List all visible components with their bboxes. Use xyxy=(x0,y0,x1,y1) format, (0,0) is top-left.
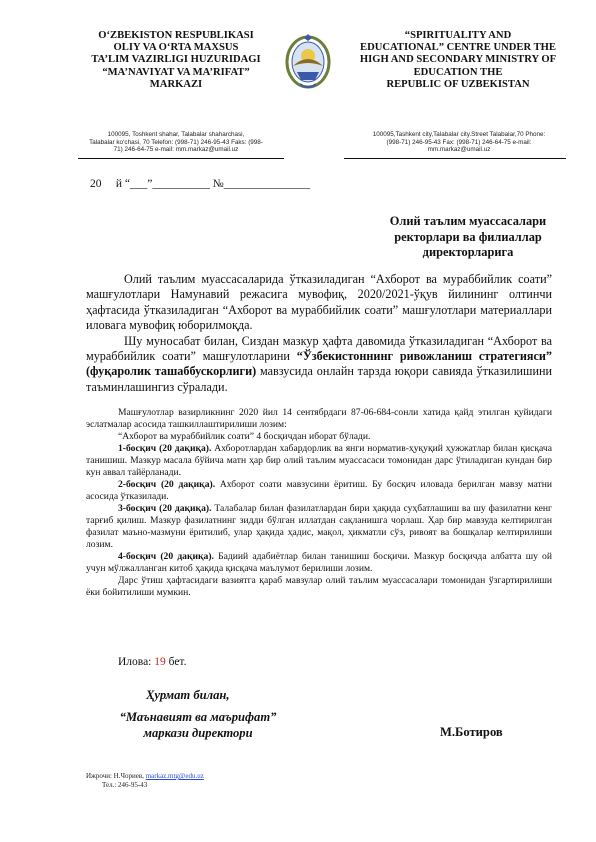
paragraph-2: Шу муносабат билан, Сиздан мазкур ҳафта давомида ўтказиладиган “Ахборот ва мураббийлик соати” машғулотларини “Ўзбекистоннинг ривожланиш стратегияси” (фуқаролик ташаббускорлиги) мавзусида онлайн тарзда юқори савияда ўтказилишини таъминлашингиз сўралади. xyxy=(86,333,553,394)
closing: Ҳурмат билан, xyxy=(146,688,230,702)
stage-3: 3-босқич (20 дақиқа). Талабалар билан фазилатлардан бири ҳақида суҳбатлашиш ва шу фазилатни кенг тарғиб қилиш. Мазкур фазилатнинг зидди бўлган иллатдан сақланишга чорлаш. Ҳар бир мавзуда келтирилган фазилат маъно-мазмуни ёритилиб, улар ҳақида ҳадис, мақол, ҳикматли сўз, ривоят ва бошқалар келтирилиши лозим. xyxy=(86,503,552,550)
org-name-en: “SPIRITUALITY AND EDUCATIONAL” CENTRE UNDER THE HIGH AND SECONDARY MINISTRY OF EDUCATION THE REPUBLIC OF UZBEKISTAN xyxy=(359,30,557,90)
paragraph-1: Олий таълим муассасаларида ўтказиладиган “Ахборот ва мураббийлик соати” машғулотлари Намунавий режасига мувофиқ, 2020/2021-ўқув йилининг олтинчи ҳафтасида ўтказиладиган “Ахборот ва мураббийлик соати” машғулотлари материаллари иловага мувофиқ юборилмоқда. xyxy=(86,272,552,333)
reference-line: 20 й “___”__________ №_______________ xyxy=(90,178,310,190)
signer-name: М.Ботиров xyxy=(440,725,503,739)
addressee: Олий таълим муассасалари ректорлари ва филиаллар директорларига xyxy=(389,214,547,259)
stage-4: 4-босқич (20 дақиқа). Бадиий адабиётлар билан танишиш босқичи. Мазкур босқичда албатта шу ой учун мўлжалланган китоб ҳақида қисқача маълумот берилиши лозим. xyxy=(86,551,552,574)
signer-title: “Маънавият ва маърифат” маркази директори xyxy=(119,710,277,740)
topic-title: “Ўзбекистоннинг ривожланиш стратегияси” (фуқаролик ташаббускорлиги) xyxy=(86,349,552,379)
instructions: Машғулотлар вазирликнинг 2020 йил 14 сентябрдаги 87-06-684-сонли хатида қайд этилган қуйидаги эслатмалар асосида ташкиллаштирилиши лозим: “Ахборот ва мураббийлик соати” 4 босқичдан иборат бўлади. 1-босқич (20 дақиқа). Ахборотлардан хабардорлик ва янги норматив-ҳуқуқий ҳужжатлар билан қисқача танишиш. Мазкур масала бўйича матн ҳар бир олий таълим муассасаси томонидан дарс ўтиладиган кундан бир кун аввал тайёрланади. 2-босқич (20 дақиқа). Ахборот соати мавзусини ёритиш. Бу босқич иловада берилган мавзу матни асосида ўтказилади. 3-босқич (20 дақиқа). Талабалар билан фазилатлардан бири ҳақида суҳбатлашиш ва шу фазилатни кенг тарғиб қилиш. Мазкур фазилатнинг зидди бўлган иллатдан сақланишга чорлаш. Ҳар бир мавзуда келтирилган фазилат маъно-мазмуни ёритилиб, улар ҳақида ҳадис, мақол, ҳикматли сўз, ривоят ва бошқалар келтирилиши лозим. 4-босқич (20 дақиқа). Бадиий адабиётлар билан танишиш босқичи. Мазкур босқичда албатта шу ой учун мўлжалланган китоб ҳақида қисқача маълумот берилиши лозим. Дарс ўтиш ҳафтасидаги вазиятга қараб мавзулар олий таълим муассасалари томонидан ўзгартирилиши ёки бойитилиши мумкин. xyxy=(86,407,552,598)
letter-body xyxy=(86,272,552,395)
header-rule-right xyxy=(344,158,566,159)
stage-1: 1-босқич (20 дақиқа). Ахборотлардан хабардорлик ва янги норматив-ҳуқуқий ҳужжатлар билан қисқача танишиш. Мазкур масала бўйича матн ҳар бир олий таълим муассасаси томонидан дарс ўтиладиган кундан бир кун аввал тайёрланади. xyxy=(86,443,552,478)
executor-email-link[interactable]: markaz.mtg@edu.uz xyxy=(145,772,204,780)
address-uz: 100095, Toshkent shahar, Talabalar shaharchasi, Talabalar ko‘chasi, 70 Telefon: (998-71) 246-95-43 Faks: (998- 71) 246-64-75 e-mail: mm.markaz@umail.uz xyxy=(89,131,263,154)
address-en: 100095,Tashkent city,Talabalar city.Street Talabalar,70 Phone: (998-71) 246-95-43 Fax: (998-71) 246-64-75 e-mail: mm.markaz@umail.uz xyxy=(372,131,546,154)
executor-info: Ижрочи: Н.Чориев, markaz.mtg@edu.uz Тел.: 246-95-43 xyxy=(86,772,204,789)
header-rule-left xyxy=(78,158,284,159)
state-emblem xyxy=(283,32,333,92)
org-name-uz: O‘ZBEKISTON RESPUBLIKASI OLIY VA O‘RTA MAXSUS TA’LIM VAZIRLIGI HUZURIDAGI “MA’NAVIYAT VA MA’RIFAT” MARKAZI xyxy=(91,30,261,90)
stage-2: 2-босқич (20 дақиқа). Ахборот соати мавзусини ёритиш. Бу босқич иловада берилган мавзу матни асосида ўтказилади. xyxy=(86,479,552,502)
attachment-note: Илова: 19 бет. xyxy=(118,656,187,668)
